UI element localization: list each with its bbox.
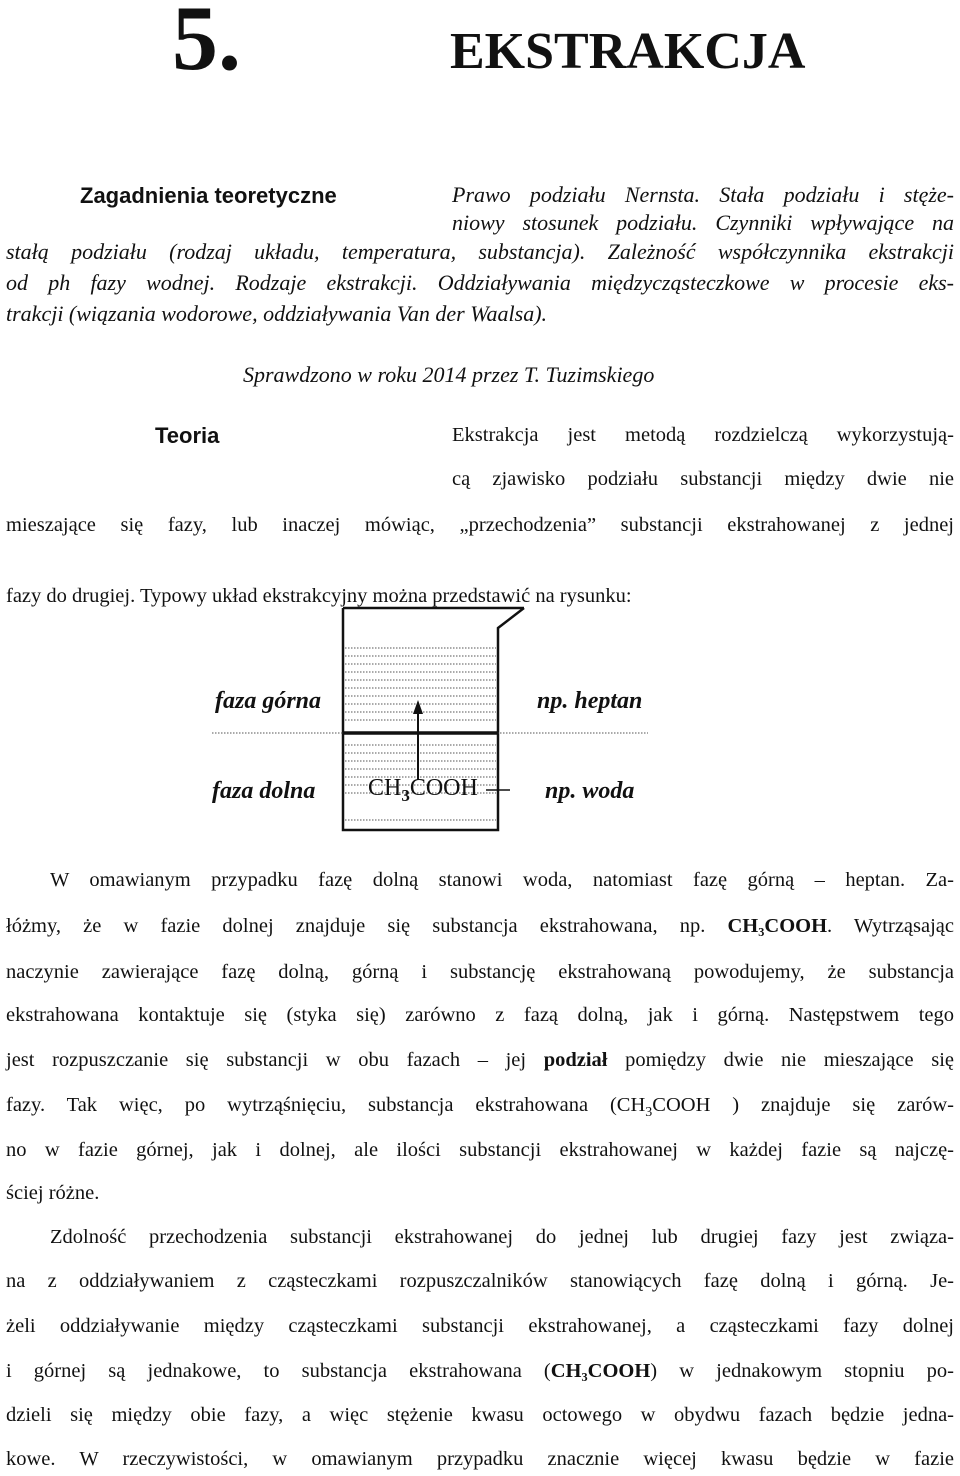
theory-line-2: cą zjawisko podziału substancji między dwie nie bbox=[452, 468, 954, 490]
paragraph1-line-5: jest rozpuszczanie się substancji w obu fazach – jej podział pomiędzy dwie nie mieszające się bbox=[6, 1049, 954, 1071]
topic-line-5: trakcji (wiązania wodorowe, oddziaływania Van der Waalsa). bbox=[6, 301, 548, 326]
paragraph2-line-4: i górnej są jednakowe, to substancja ekstrahowana (CH₃COOH) w jednakowym stopniu po- bbox=[6, 1360, 954, 1382]
topic-line-3: stałą podziału (rodzaj układu, temperatura, substancja). Zależność współczynnika ekstrakcji bbox=[6, 239, 954, 264]
topic-line-1: Prawo podziału Nernsta. Stała podziału i stęże- bbox=[452, 182, 954, 207]
theory-label: Teoria bbox=[155, 423, 220, 448]
theory-line-1: Ekstrakcja jest metodą rozdzielczą wykorzystują- bbox=[452, 424, 954, 446]
paragraph1-line-3: naczynie zawierające fazę dolną, górną i substancję ekstrahowaną powodujemy, że substancja bbox=[6, 961, 954, 983]
theory-line-3: mieszające się fazy, lub inaczej mówiąc, „przechodzenia” substancji ekstrahowanej z jednej bbox=[6, 514, 954, 536]
lower-phase-label: faza dolna bbox=[212, 778, 316, 804]
extraction-figure bbox=[0, 600, 960, 840]
extraction-vessel-diagram bbox=[0, 600, 960, 840]
paragraph2-line-2: na z oddziaływaniem z cząsteczkami rozpuszczalników stanowiących fazę dolną i górną. Je- bbox=[6, 1270, 954, 1292]
transfer-arrow-head bbox=[413, 700, 423, 714]
upper-phase-label: faza górna bbox=[215, 688, 322, 714]
topic-line-2: niowy stosunek podziału. Czynniki wpływające na bbox=[452, 210, 954, 235]
paragraph1-line-6: fazy. Tak więc, po wytrząśnięciu, substancja ekstrahowana ($CH_3COOH$ ) znajduje się zarów- bbox=[6, 1094, 954, 1121]
theory-line-4: fazy do drugiej. Typowy układ ekstrakcyjny można przedstawić na rysunku: bbox=[6, 585, 632, 607]
paragraph2-line-3: żeli oddziaływanie między cząsteczkami substancji ekstrahowanej, a cząsteczkami fazy dolnej bbox=[6, 1315, 954, 1337]
acetic-acid-formula: $CH_3COOH$ bbox=[368, 775, 478, 805]
paragraph1-line-1: W omawianym przypadku fazę dolną stanowi woda, natomiast fazę górną – heptan. Za- bbox=[50, 869, 954, 891]
paragraph1-line-2: łóżmy, że w fazie dolnej znajduje się substancja ekstrahowana, np. CH₃COOH. Wytrząsając bbox=[6, 915, 954, 937]
topic-line-4: od ph fazy wodnej. Rodzaje ekstrakcji. Oddziaływania międzycząsteczkowe w procesie eks- bbox=[6, 270, 954, 295]
topics-label: Zagadnienia teoretyczne bbox=[80, 183, 337, 208]
chapter-title: EKSTRAKCJA bbox=[450, 23, 806, 80]
paragraph2-line-6: kowe. W rzeczywistości, w omawianym przypadku znacznie więcej kwasu będzie w fazie bbox=[6, 1448, 954, 1470]
lower-phase-example: np. woda bbox=[545, 778, 635, 804]
checked-note: Sprawdzono w roku 2014 przez T. Tuzimskiego bbox=[243, 362, 655, 387]
paragraph2-line-5: dzieli się między obie fazy, a więc stężenie kwasu octowego w obydwu fazach będzie jedna- bbox=[6, 1404, 954, 1426]
paragraph2-line-1: Zdolność przechodzenia substancji ekstrahowanej do jednej lub drugiej fazy jest związa- bbox=[50, 1226, 954, 1248]
paragraph1-line-8: ściej różne. bbox=[6, 1182, 100, 1204]
upper-phase-example: np. heptan bbox=[537, 688, 643, 714]
paragraph1-line-7: no w fazie górnej, jak i dolnej, ale ilości substancji ekstrahowanej w każdej fazie są najczę- bbox=[6, 1139, 954, 1161]
chapter-number: 5. bbox=[172, 0, 241, 89]
paragraph1-line-4: ekstrahowana kontaktuje się (styka się) zarówno z fazą dolną, jak i górną. Następstwem tego bbox=[6, 1004, 954, 1026]
